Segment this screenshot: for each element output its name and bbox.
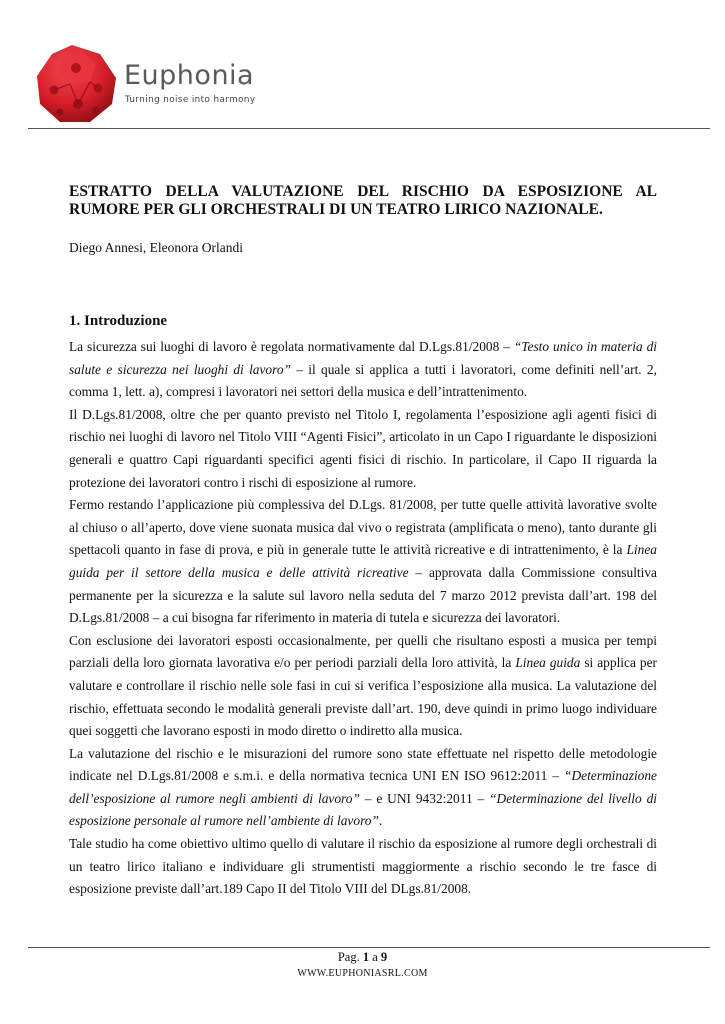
euphonia-logo-icon: [34, 42, 120, 126]
text-run: Il D.Lgs.81/2008, oltre che per quanto previsto nel Titolo I, regolamenta l’esposizione agli agenti fisici di rischio nei luoghi di lavoro nel Titolo VIII “Agenti Fisici”, articolato in un Capo I riguardante le disposizioni generali e quattro Capi riguardanti specifici agenti fisici di rischio. In particolare, il Capo II riguarda la protezione dei lavoratori contro i rischi di esposizione al rumore.: [69, 406, 657, 490]
italic-text: Linea guida per il settore della musica e delle attività ricreative: [69, 542, 657, 580]
footer-divider: [28, 947, 710, 948]
text-run: La valutazione del rischio e le misurazioni del rumore sono state effettuate nel rispetto delle metodologie indicate nel D.Lgs.81/2008 e s.m.i. e della normativa tecnica UNI EN ISO 9612:2011 –: [69, 745, 657, 784]
body-text: [69, 336, 657, 901]
page-separator: a: [369, 950, 381, 964]
footer-website: WWW.EUPHONIASRL.COM: [297, 968, 428, 979]
document-authors: Diego Annesi, Eleonora Orlandi: [69, 240, 243, 255]
text-run: – approvata dalla Commissione consultiva permanente per la sicurezza e la salute sul lavoro nella seduta del 7 marzo 2012 prevista dall’art. 198 del D.Lgs.81/2008 – a cui bisogna far riferimento in materia di tutela e sicurezza dei lavoratori.: [69, 564, 657, 626]
text-run: Tale studio ha come obiettivo ultimo quello di valutare il rischio da esposizione al rumore degli orchestrali di un teatro lirico italiano e individuare gli strumentisti maggiormente a rischio secondo le tre fasce di esposizione previste dall’art.189 Capo II del Titolo VIII del DLgs.81/2008.: [69, 836, 657, 897]
paragraph: [69, 336, 657, 404]
page-total: 9: [380, 950, 388, 964]
brand-name: Euphonia: [124, 60, 255, 91]
italic-text: “Testo unico in materia di salute e sicurezza nei luoghi di lavoro”: [69, 339, 657, 377]
text-run: – il quale si applica a tutti i lavoratori, come definiti nell’art. 2, comma 1, lett. a), compresi i lavoratori nei settori della musica e dell’intrattenimento.: [69, 361, 657, 400]
italic-text: “Determinazione del livello di esposizione personale al rumore nell’ambiente di lavoro”: [69, 790, 657, 829]
brand-tagline: Turning noise into harmony: [125, 95, 256, 105]
text-run: Fermo restando l’applicazione più complessiva del D.Lgs. 81/2008, per tutte quelle attività lavorative svolte al chiuso o all’aperto, dove viene suonata musica dal vivo o registrata (amplificata o meno), tanto durante gli spettacoli quanto in fase di prova, e più in generale tutte le attività ricreative e di intrattenimento, è la: [69, 497, 657, 558]
paragraph: [69, 630, 657, 743]
document-title: ESTRATTO DELLA VALUTAZIONE DEL RISCHIO DA ESPOSIZIONE AL RUMORE PER GLI ORCHESTRALI DI UN TEATRO LIRICO NAZIONALE.: [69, 183, 657, 218]
paragraph: [69, 743, 657, 833]
text-run: Con esclusione dei lavoratori esposti occasionalmente, per quelli che risultano esposti a musica per tempi parziali della loro giornata lavorativa e/o per periodi parziali della loro attività, la: [69, 632, 657, 671]
section-heading: 1. Introduzione: [69, 313, 168, 329]
header-divider: [28, 128, 710, 129]
italic-text: Linea guida: [515, 655, 581, 671]
italic-text: “Determinazione dell’esposizione al rumore negli ambienti di lavoro”: [69, 768, 657, 806]
paragraph: [69, 833, 657, 901]
text-run: La sicurezza sui luoghi di lavoro è regolata normativamente dal D.Lgs.81/2008 –: [69, 339, 514, 354]
paragraph: [69, 494, 657, 630]
page-header: [0, 0, 725, 130]
page-prefix: Pag.: [337, 950, 363, 964]
page-number: [0, 950, 725, 965]
page-current: 1: [362, 950, 370, 964]
text-run: .: [378, 813, 383, 829]
text-run: – e UNI 9432:2011 –: [359, 790, 490, 806]
paragraph: [69, 404, 657, 494]
text-run: si applica per valutare e controllare il rischio nelle sole fasi in cui si verifica l’esposizione alla musica. La valutazione del rischio, effettuata secondo le modalità generali previste dall’art. 190, deve quindi in primo luogo individuare quei soggetti che lavorano esposti in modo diretto o indiretto alla musica.: [69, 655, 657, 739]
